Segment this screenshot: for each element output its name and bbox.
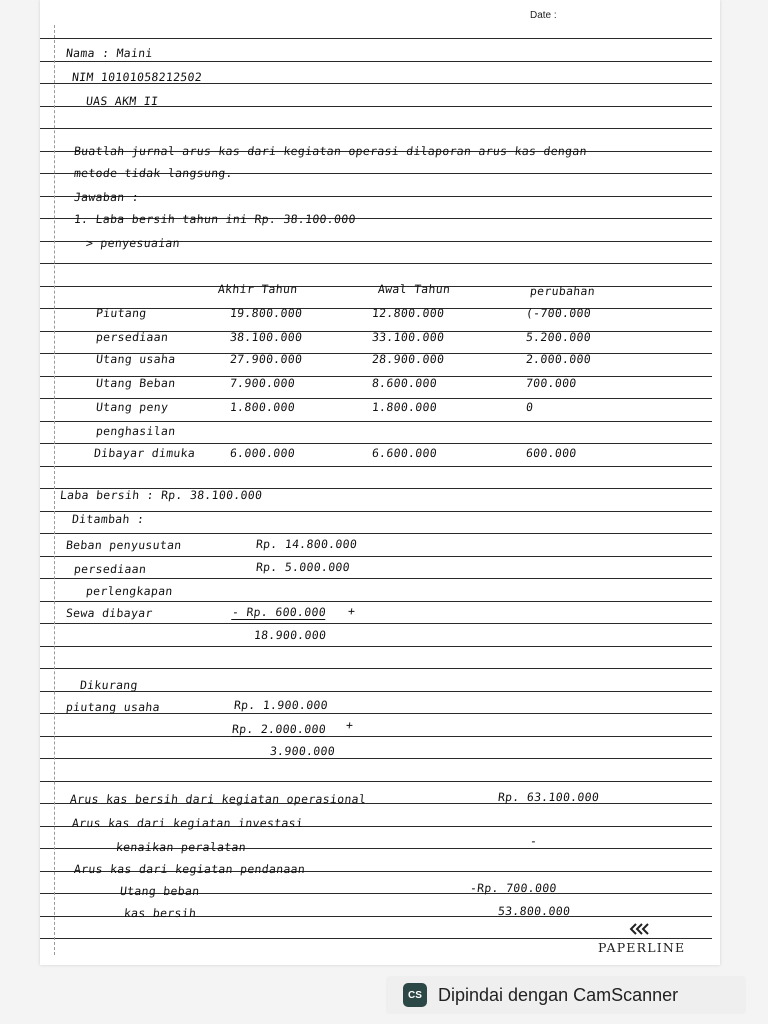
calc-inventory-value: Rp. 5.000.000 <box>255 560 351 574</box>
ruled-line <box>40 623 712 624</box>
calc-plus-sign-2: + <box>345 718 354 732</box>
table-cell-end: 7.900.000 <box>229 376 296 390</box>
calc-subtotal-minus: 3.900.000 <box>269 744 336 758</box>
summary-operating-label: Arus kas bersih dari kegiatan operasional <box>69 792 367 806</box>
question-line-2: metode tidak langsung. <box>73 166 234 180</box>
table-cell-change: 600.000 <box>525 446 578 460</box>
calc-subtotal-added: 18.900.000 <box>253 628 327 642</box>
table-cell-change: 0 <box>525 400 534 414</box>
ruled-line <box>40 578 712 579</box>
ruled-line <box>40 443 712 444</box>
calc-other-value: Rp. 2.000.000 <box>231 722 327 736</box>
net-income-line: 1. Laba bersih tahun ini Rp. 38.100.000 <box>73 212 357 226</box>
table-cell-start: 1.800.000 <box>371 400 438 414</box>
calc-rent-value: - Rp. 600.000 <box>231 605 327 619</box>
summary-financing-label: Arus kas dari kegiatan pendanaan <box>73 862 306 876</box>
summary-investing-value: - <box>529 834 538 848</box>
table-cell-end: 38.100.000 <box>229 330 303 344</box>
ruled-line <box>40 556 712 557</box>
ruled-line <box>40 758 712 759</box>
student-nim: NIM 10101058212502 <box>71 70 203 84</box>
calc-receivable-label: piutang usaha <box>65 700 161 714</box>
ruled-line <box>40 398 712 399</box>
table-header-change: perubahan <box>529 284 596 298</box>
student-name: Nama : Maini <box>65 46 154 60</box>
summary-operating-value: Rp. 63.100.000 <box>497 790 600 804</box>
ruled-line <box>40 646 712 647</box>
table-cell-label: persediaan <box>95 330 169 344</box>
ruled-line <box>40 128 712 129</box>
ruled-line <box>40 691 712 692</box>
calc-minus-label: Dikurang <box>79 678 139 692</box>
calc-depreciation-value: Rp. 14.800.000 <box>255 537 358 551</box>
ruled-line <box>40 781 712 782</box>
table-cell-end: 6.000.000 <box>229 446 296 460</box>
camscanner-watermark <box>386 976 746 1014</box>
calc-depreciation-label: Beban penyusutan <box>65 538 183 552</box>
page-margin-line <box>54 25 55 955</box>
table-cell-label: Utang peny <box>95 400 169 414</box>
table-cell-end: 27.900.000 <box>229 352 303 366</box>
calc-added-label: Ditambah : <box>71 512 145 526</box>
summary-net-cash-value: 53.800.000 <box>497 904 571 918</box>
calc-net-income: Laba bersih : Rp. 38.100.000 <box>59 488 264 502</box>
table-cell-start: 28.900.000 <box>371 352 445 366</box>
summary-expense-payable-value: -Rp. 700.000 <box>469 881 558 895</box>
paperline-brand: PAPERLINE <box>598 940 686 955</box>
ruled-line <box>40 263 712 264</box>
ruled-line <box>40 61 712 62</box>
table-cell-label: Utang Beban <box>95 376 177 390</box>
table-header-start: Awal Tahun <box>377 282 451 296</box>
camscanner-icon: CS <box>403 983 427 1007</box>
summary-investing-label: Arus kas dari kegiatan investasi <box>71 816 304 830</box>
table-cell-end: 1.800.000 <box>229 400 296 414</box>
adjustment-label: > penyesuaian <box>85 236 181 250</box>
table-cell-label: Dibayar dimuka <box>93 446 196 460</box>
table-cell-start: 12.800.000 <box>371 306 445 320</box>
ruled-line <box>40 38 712 39</box>
summary-expense-payable-label: Utang beban <box>119 884 201 898</box>
ruled-line <box>40 196 712 197</box>
table-cell-end: 19.800.000 <box>229 306 303 320</box>
paperline-logo <box>598 922 686 956</box>
table-cell-change: 5.200.000 <box>525 330 592 344</box>
ruled-line <box>40 533 712 534</box>
table-cell-label: penghasilan <box>95 424 177 438</box>
camscanner-text: Dipindai dengan CamScanner <box>438 984 679 1005</box>
table-cell-label: Piutang <box>95 306 148 320</box>
table-cell-start: 8.600.000 <box>371 376 438 390</box>
ruled-line <box>40 466 712 467</box>
answer-label: Jawaban : <box>73 190 140 204</box>
calc-rent-label: Sewa dibayar <box>65 606 154 620</box>
ruled-line <box>40 286 712 287</box>
table-cell-start: 33.100.000 <box>371 330 445 344</box>
table-cell-change: 700.000 <box>525 376 578 390</box>
ruled-line <box>40 421 712 422</box>
date-label: Date : <box>530 10 557 21</box>
table-cell-change: 2.000.000 <box>525 352 592 366</box>
table-header-end: Akhir Tahun <box>217 282 299 296</box>
paperline-chevron-icon <box>629 922 651 936</box>
table-cell-change: (-700.000 <box>525 306 592 320</box>
ruled-line <box>40 601 712 602</box>
table-cell-label: Utang usaha <box>95 352 177 366</box>
ruled-line <box>40 736 712 737</box>
table-cell-start: 6.600.000 <box>371 446 438 460</box>
exam-title: UAS AKM II <box>85 94 159 108</box>
calc-inventory-label: persediaan <box>73 562 147 576</box>
calc-plus-sign: + <box>347 604 356 618</box>
calc-receivable-value: Rp. 1.900.000 <box>233 698 329 712</box>
question-line-1: Buatlah jurnal arus kas dari kegiatan operasi dilaporan arus kas dengan <box>73 144 588 158</box>
summary-investing-item: kenaikan peralatan <box>115 840 247 854</box>
summary-net-cash-label: kas bersih <box>123 906 197 920</box>
calc-equipment-label: perlengkapan <box>85 584 174 598</box>
ruled-line <box>40 668 712 669</box>
